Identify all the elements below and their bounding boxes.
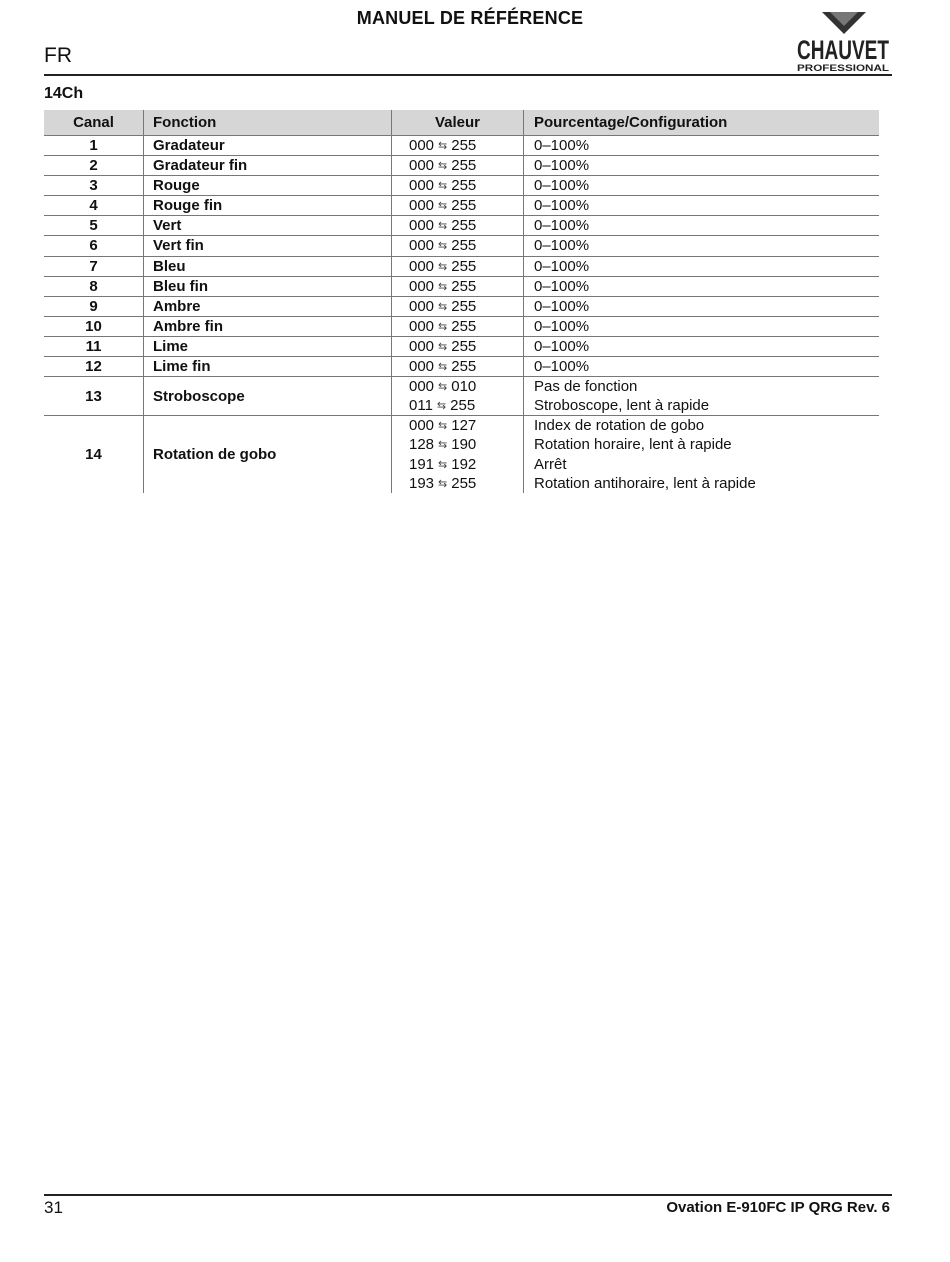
value-range <box>409 196 523 215</box>
table-row <box>44 156 879 176</box>
range-arrow-icon: ⇆ <box>438 160 448 173</box>
canal-cell: 4 <box>44 196 144 216</box>
value-range <box>409 317 523 336</box>
dmx-channel-table <box>44 110 879 493</box>
range-end: 255 <box>451 474 477 492</box>
page-number: 31 <box>44 1198 63 1217</box>
value-range <box>409 474 523 493</box>
range-arrow-icon: ⇆ <box>438 140 448 152</box>
configuration-cell <box>524 357 880 377</box>
table-row <box>44 336 879 356</box>
range-start: 000 <box>409 378 435 396</box>
range-arrow-icon: ⇆ <box>438 240 448 253</box>
range-arrow-icon: ⇆ <box>436 400 447 413</box>
canal-cell: 7 <box>44 256 144 276</box>
canal-cell: 8 <box>44 276 144 296</box>
configuration-text: 0–100% <box>534 137 590 154</box>
range-arrow-icon: ⇆ <box>438 300 448 313</box>
configuration-text: Rotation antihoraire, lent à rapide <box>534 474 756 492</box>
chauvet-logo <box>790 10 896 74</box>
range-end: 010 <box>451 378 477 396</box>
valeur-cell <box>392 136 524 156</box>
canal-cell: 10 <box>44 316 144 336</box>
svg-text:PROFESSIONAL: PROFESSIONAL <box>797 63 890 73</box>
valeur-cell <box>392 256 524 276</box>
configuration-text: Arrêt <box>534 455 567 473</box>
svg-text:CHAUVET: CHAUVET <box>797 35 890 65</box>
range-start: 000 <box>409 358 435 376</box>
configuration-cell <box>524 176 880 196</box>
valeur-cell <box>392 176 524 196</box>
header-rule <box>44 74 892 76</box>
configuration-text: 0–100% <box>534 157 590 175</box>
range-end: 255 <box>451 157 477 175</box>
range-start: 000 <box>409 177 435 195</box>
configuration-text: 0–100% <box>534 177 590 195</box>
valeur-cell <box>392 357 524 377</box>
range-start: 000 <box>409 157 435 175</box>
table-body <box>44 136 879 493</box>
range-end: 255 <box>451 197 477 215</box>
fonction-cell: Lime fin <box>144 357 392 377</box>
fonction-cell: Vert <box>144 216 392 236</box>
canal-cell: 1 <box>44 136 144 156</box>
table-row <box>44 416 879 493</box>
configuration-cell <box>524 236 880 256</box>
fonction-cell: Rotation de gobo <box>144 416 392 493</box>
table-row <box>44 296 879 316</box>
value-range <box>409 176 523 195</box>
value-range <box>409 236 523 255</box>
configuration-cell <box>524 336 880 356</box>
column-header-canal: Canal <box>44 110 144 136</box>
configuration-text: Index de rotation de gobo <box>534 417 705 435</box>
range-end: 255 <box>451 237 477 255</box>
range-arrow-icon: ⇆ <box>438 420 448 433</box>
configuration-cell <box>524 256 880 276</box>
range-start: 000 <box>409 237 435 255</box>
fonction-cell: Ambre fin <box>144 316 392 336</box>
range-start: 011 <box>409 397 433 415</box>
footer-rule <box>44 1194 892 1196</box>
value-range <box>409 377 523 396</box>
range-arrow-icon: ⇆ <box>438 439 448 452</box>
canal-cell: 5 <box>44 216 144 236</box>
configuration-text: 0–100% <box>534 317 590 335</box>
page-header-title: MANUEL DE RÉFÉRENCE <box>356 8 584 28</box>
value-range <box>409 396 523 415</box>
range-arrow-icon: ⇆ <box>438 200 448 213</box>
range-arrow-icon: ⇆ <box>438 340 448 353</box>
valeur-cell <box>392 316 524 336</box>
range-end: 255 <box>451 277 477 295</box>
range-end: 255 <box>451 317 477 335</box>
value-range <box>409 297 523 316</box>
value-range <box>409 257 523 276</box>
range-start: 193 <box>409 474 435 492</box>
configuration-cell <box>524 136 880 156</box>
range-end: 255 <box>451 337 477 355</box>
fonction-cell: Ambre <box>144 296 392 316</box>
value-range <box>409 455 523 474</box>
valeur-cell <box>392 416 524 493</box>
configuration-cell <box>524 276 880 296</box>
range-start: 000 <box>409 137 435 154</box>
fonction-cell: Stroboscope <box>144 377 392 416</box>
range-end: 255 <box>451 217 477 235</box>
valeur-cell <box>392 196 524 216</box>
table-row <box>44 316 879 336</box>
section-title: 14Ch <box>44 85 84 102</box>
range-arrow-icon: ⇆ <box>438 361 448 374</box>
table-row <box>44 136 879 156</box>
fonction-cell: Rouge <box>144 176 392 196</box>
range-start: 000 <box>409 297 435 315</box>
range-arrow-icon: ⇆ <box>438 280 448 293</box>
range-end: 255 <box>451 358 477 376</box>
range-arrow-icon: ⇆ <box>438 260 448 273</box>
range-end: 255 <box>450 397 476 415</box>
range-end: 127 <box>451 417 477 435</box>
canal-cell: 11 <box>44 336 144 356</box>
configuration-text: 0–100% <box>534 257 590 275</box>
document-reference: Ovation E-910FC IP QRG Rev. 6 <box>666 1199 890 1216</box>
range-arrow-icon: ⇆ <box>438 180 448 193</box>
table-row <box>44 236 879 256</box>
configuration-text: 0–100% <box>534 358 590 376</box>
range-arrow-icon: ⇆ <box>438 477 448 490</box>
range-start: 000 <box>409 197 435 215</box>
table-row <box>44 377 879 416</box>
canal-cell: 2 <box>44 156 144 176</box>
value-range <box>409 337 523 356</box>
range-arrow-icon: ⇆ <box>438 320 448 333</box>
column-header-valeur: Valeur <box>392 110 524 136</box>
range-end: 255 <box>451 137 477 154</box>
valeur-cell <box>392 276 524 296</box>
fonction-cell: Gradateur <box>144 136 392 156</box>
configuration-text: 0–100% <box>534 337 590 355</box>
fonction-cell: Bleu fin <box>144 276 392 296</box>
fonction-cell: Lime <box>144 336 392 356</box>
value-range <box>409 136 523 155</box>
configuration-cell <box>524 416 880 493</box>
configuration-text: 0–100% <box>534 197 590 215</box>
configuration-cell <box>524 156 880 176</box>
table-row <box>44 176 879 196</box>
range-start: 000 <box>409 337 435 355</box>
value-range <box>409 416 523 435</box>
range-arrow-icon: ⇆ <box>438 458 448 471</box>
valeur-cell <box>392 377 524 416</box>
range-start: 128 <box>409 436 435 454</box>
configuration-text: Rotation horaire, lent à rapide <box>534 436 732 454</box>
valeur-cell <box>392 156 524 176</box>
configuration-cell <box>524 296 880 316</box>
configuration-cell <box>524 196 880 216</box>
canal-cell: 9 <box>44 296 144 316</box>
table-row <box>44 256 879 276</box>
range-end: 255 <box>451 297 477 315</box>
value-range <box>409 357 523 376</box>
valeur-cell <box>392 216 524 236</box>
valeur-cell <box>392 236 524 256</box>
configuration-text: 0–100% <box>534 277 590 295</box>
configuration-text: 0–100% <box>534 237 590 255</box>
value-range <box>409 156 523 175</box>
fonction-cell: Bleu <box>144 256 392 276</box>
canal-cell: 12 <box>44 357 144 377</box>
configuration-text: Stroboscope, lent à rapide <box>534 397 710 415</box>
fonction-cell: Rouge fin <box>144 196 392 216</box>
table-row <box>44 276 879 296</box>
range-start: 000 <box>409 277 435 295</box>
table-row <box>44 216 879 236</box>
range-arrow-icon: ⇆ <box>438 381 448 394</box>
canal-cell: 6 <box>44 236 144 256</box>
language-code: FR <box>44 44 72 67</box>
table-header-row <box>44 110 879 136</box>
range-start: 000 <box>409 217 435 235</box>
configuration-text: 0–100% <box>534 297 590 315</box>
range-end: 255 <box>451 257 477 275</box>
range-end: 190 <box>451 436 477 454</box>
range-start: 191 <box>409 455 435 473</box>
value-range <box>409 277 523 296</box>
valeur-cell <box>392 336 524 356</box>
value-range <box>409 216 523 235</box>
range-end: 192 <box>451 455 477 473</box>
range-end: 255 <box>451 177 477 195</box>
canal-cell: 3 <box>44 176 144 196</box>
range-arrow-icon: ⇆ <box>438 220 448 233</box>
configuration-cell <box>524 216 880 236</box>
valeur-cell <box>392 296 524 316</box>
configuration-text: Pas de fonction <box>534 378 638 396</box>
range-start: 000 <box>409 417 435 435</box>
range-start: 000 <box>409 317 435 335</box>
table-row <box>44 196 879 216</box>
value-range <box>409 435 523 454</box>
range-start: 000 <box>409 257 435 275</box>
canal-cell: 13 <box>44 377 144 416</box>
canal-cell: 14 <box>44 416 144 493</box>
column-header-fonction: Fonction <box>144 110 392 136</box>
table-row <box>44 357 879 377</box>
configuration-text: 0–100% <box>534 217 590 235</box>
configuration-cell <box>524 377 880 416</box>
fonction-cell: Gradateur fin <box>144 156 392 176</box>
fonction-cell: Vert fin <box>144 236 392 256</box>
configuration-cell <box>524 316 880 336</box>
column-header-configuration: Pourcentage/Configuration <box>524 110 880 136</box>
